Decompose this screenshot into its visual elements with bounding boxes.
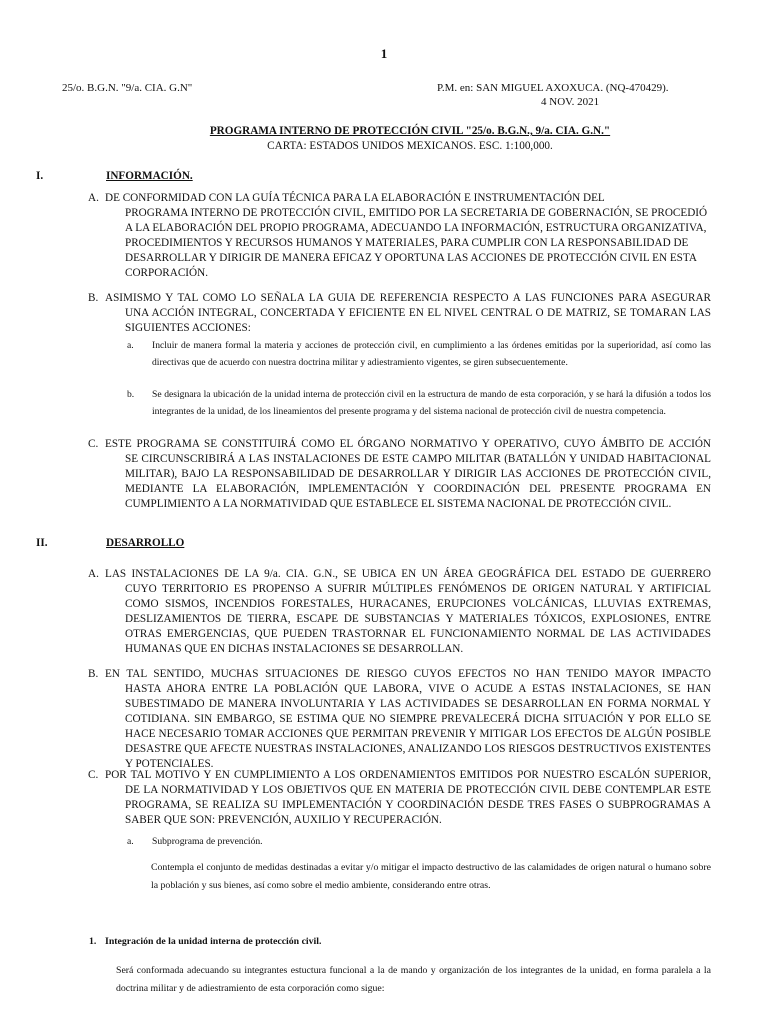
paragraph-text: DE LA NORMATIVIDAD Y LOS OBJETIVOS QUE EN MATERIA DE PROTECCIÓN CIVIL DEBE CONTEMPLAR ESTE PROGRAMA, SE REALIZA SU IMPLEMENTACIÓN Y COORDINACIÓN DESDE TRES FASES O SUBPROGRAMAS A SABER QUE SON: PREVENCIÓN, AUXILIO Y RECUPERACIÓN. [125,784,711,826]
list-item-text: Se designara la ubicación de la unidad interna de protección civil en la estructura de mando de esta corporación, y se hará la difusión a todos los integrantes de la unidad, de los lineamientos del presente programa y del sistema nacional de protección civil de nuestra competencia. [152,389,711,417]
list-item-letter: a. [127,836,134,847]
section-label: INFORMACIÓN. [106,170,193,182]
paragraph-text: UNA ACCIÓN INTEGRAL, CONCERTADA Y EFICIENTE EN EL NIVEL CENTRAL O DE MATRIZ, SE TOMARAN LAS SIGUIENTES ACCIONES: [125,307,711,334]
paragraph-first-line: DE CONFORMIDAD CON LA GUÍA TÉCNICA PARA LA ELABORACIÓN E INSTRUMENTACIÓN DEL [105,192,605,204]
paragraph-letter: C. [88,438,99,450]
section-label: DESARROLLO [106,537,185,549]
section-number: II. [36,537,48,549]
paragraph-text: SE CIRCUNSCRIBIRÁ A LAS INSTALACIONES DE ESTE CAMPO MILITAR (BATALLÓN Y UNIDAD HABITACIONAL MILITAR), BAJO LA RESPONSABILIDAD DE DESARROLLAR Y DIRIGIR LAS ACCIONES DE PROTECCIÓN CIVIL, MEDIANTE LA ELABORACIÓN, IMPLEMENTACIÓN Y COORDINACIÓN DEL PRESENTE PROGRAMA EN CUMPLIMIENTO A LA NORMATIVIDAD QUE ESTABLECE EL SISTEMA NACIONAL DE PROTECCIÓN CIVIL. [125,453,711,510]
section-heading-informacion [36,170,336,185]
paragraph-letter: A. [88,192,99,204]
subprogram-description: Contempla el conjunto de medidas destinadas a evitar y/o mitigar el impacto destructivo de las calamidades de origen natural o humano sobre la población y sus bienes, así como sobre el medio ambiente, considerando entre otras. [151,862,711,891]
paragraph-letter: B. [88,668,99,680]
paragraph-1c [88,437,711,512]
paragraph-letter: C. [88,769,99,781]
subsection-label: Integración de la unidad interna de protección civil. [105,936,322,947]
map-reference: CARTA: ESTADOS UNIDOS MEXICANOS. ESC. 1:100,000. [267,140,553,152]
paragraph-1b [88,291,711,336]
paragraph-1a [88,191,711,281]
paragraph-first-line: EN TAL SENTIDO, MUCHAS SITUACIONES DE RIESGO CUYOS EFECTOS NO HAN TENIDO MAYOR IMPACTO [105,668,711,680]
paragraph-first-line: ESTE PROGRAMA SE CONSTITUIRÁ COMO EL ÓRGANO NORMATIVO Y OPERATIVO, CUYO ÁMBITO DE ACCIÓN [105,438,711,450]
list-item-letter: a. [127,340,134,351]
paragraph-text: CUYO TERRITORIO ES PROPENSO A SUFRIR MÚLTIPLES FENÓMENOS DE ORIGEN NATURAL Y ARTIFICIAL COMO SISMOS, INCENDIOS FORESTALES, HURACANES, ERUPCIONES VOLCÁNICAS, LLUVIAS EXTREMAS, DESLIZAMIENTOS DE TIERRA, ESCAPE DE SUBSTANCIAS Y MATERIALES TÓXICOS, EXPLOSIONES, ENTRE OTRAS EMERGENCIAS, QUE PUEDEN TRASTORNAR EL FUNCIONAMIENTO NORMAL DE LAS ACTIVIDADES HUMANAS QUE EN DICHAS INSTALACIONES SE DESARROLLAN. [125,583,711,655]
paragraph-first-line: LAS INSTALACIONES DE LA 9/a. CIA. G.N., SE UBICA EN UN ÁREA GEOGRÁFICA DEL ESTADO DE GUERRERO [105,568,711,580]
paragraph-2c [88,768,711,828]
section-heading-desarrollo [36,537,336,552]
paragraph-first-line: ASIMISMO Y TAL COMO LO SEÑALA LA GUIA DE REFERENCIA RESPECTO A LAS FUNCIONES PARA ASEGURAR [105,292,711,304]
paragraph-text: PROGRAMA INTERNO DE PROTECCIÓN CIVIL, EMITIDO POR LA SECRETARIA DE GOBERNACIÓN, SE PROCEDIÓ A LA ELABORACIÓN DEL PROPIO PROGRAMA, ADECUANDO LA INFORMACIÓN, ESTRUCTURA ORGANIZATIVA, PROCEDIMIENTOS Y RECURSOS HUMANOS Y MATERIALES, PARA CUMPLIR CON LA RESPONSABILIDAD DE DESARROLLAR Y DIRIGIR DE MANERA EFICAZ Y OPORTUNA LAS ACCIONES DE PROTECCIÓN CIVIL EN ESTA CORPORACIÓN. [125,207,708,279]
paragraph-letter: B. [88,292,99,304]
subsection-body: Será conformada adecuando su integrantes estuctura funcional a la de mando y organización de los integrantes de la unidad, en forma paralela a la doctrina militar y de adiestramiento de esta corporación como sigue: [116,965,711,994]
paragraph-2a [88,567,711,657]
list-item-1b-a [127,338,711,371]
subsection-heading [89,936,589,950]
paragraph-2b [88,667,711,772]
paragraph-first-line: POR TAL MOTIVO Y EN CUMPLIMIENTO A LOS ORDENAMIENTOS EMITIDOS POR NUESTRO ESCALÓN SUPERIOR, [105,769,711,781]
header-unit: 25/o. B.G.N. "9/a. CIA. G.N" [62,82,193,94]
document-title: PROGRAMA INTERNO DE PROTECCIÓN CIVIL "25/o. B.G.N., 9/a. CIA. G.N." [209,125,611,137]
header-date: 4 NOV. 2021 [541,96,600,108]
subsection-number: 1. [89,936,97,947]
paragraph-letter: A. [88,568,99,580]
list-item-1b-b [127,387,711,420]
list-item-text: Incluir de manera formal la materia y acciones de protección civil, en cumplimiento a las órdenes emitidas por la superioridad, así como las directivas que de acuerdo con nuestra doctrina militar y adiestramiento vigentes, se giren subsecuentemente. [152,340,711,368]
list-item-text: Subprograma de prevención. [152,836,263,847]
header-place: P.M. en: SAN MIGUEL AXOXUCA. (NQ-470429). [437,82,669,94]
page-number: 1 [380,46,388,61]
list-item-2c-a [127,834,711,851]
list-item-letter: b. [127,389,135,400]
paragraph-text: HASTA AHORA ENTRE LA POBLACIÓN QUE LABORA, VIVE O ACUDE A ESTAS INSTALACIONES, SE HAN SUBESTIMADO DE MANERA INVOLUNTARIA Y LAS ACTIVIDADES SE DESARROLLAN EN FORMA NORMAL Y COTIDIANA. SIN EMBARGO, SE ESTIMA QUE NO SIEMPRE PREVALECERÁ DICHA SITUACIÓN Y POR ELLO SE HACE NECESARIO TOMAR ACCIONES QUE PERMITAN PREVENIR Y MITIGAR LOS EFECTOS DE ALGÚN POSIBLE DESASTRE QUE AFECTE NUESTRAS INSTALACIONES, ANALIZANDO LOS RIESGOS DESTRUCTIVOS EXISTENTES Y POTENCIALES. [125,683,711,770]
section-number: I. [36,170,44,182]
